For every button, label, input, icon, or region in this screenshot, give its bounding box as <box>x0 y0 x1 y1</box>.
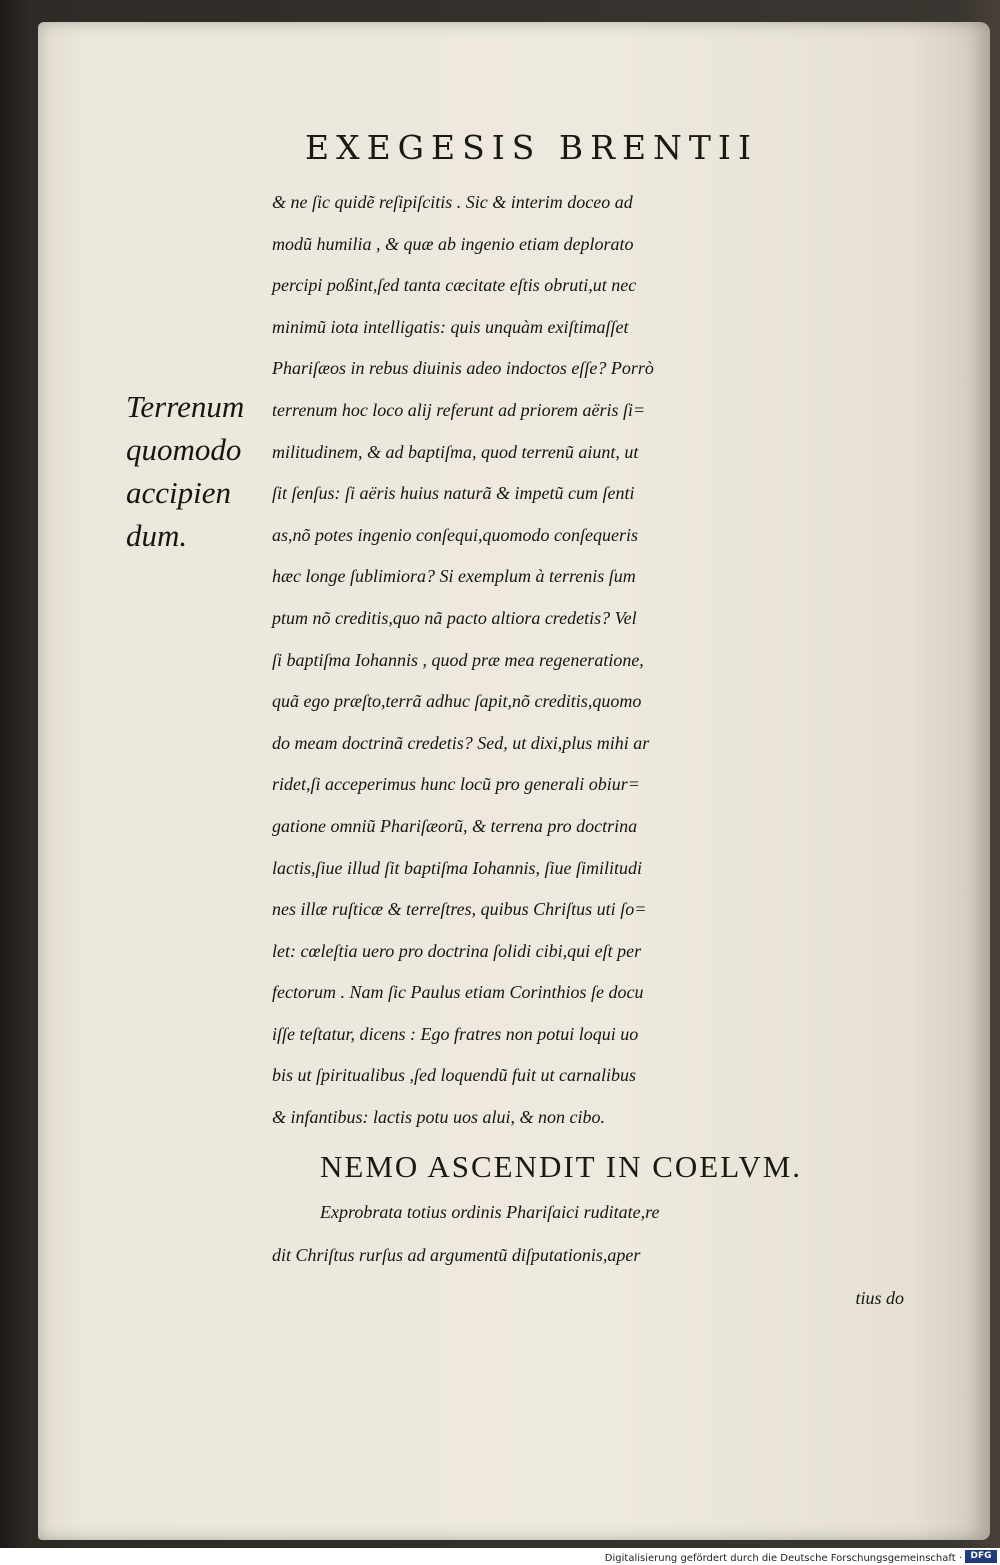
body-text <box>272 182 912 1139</box>
text-line: & ne ſic quidẽ reſipiſcitis . Sic & interim doceo ad <box>272 192 633 212</box>
margin-note-line: dum. <box>126 518 188 553</box>
text-line: percipi poßint,ſed tanta cæcitate eſtis obruti,ut nec <box>272 275 637 296</box>
text-line: bis ut ſpiritualibus ,ſed loquendũ fuit ut carnalibus <box>272 1065 637 1086</box>
margin-note-line: Terrenum <box>126 389 245 424</box>
margin-note <box>126 385 266 557</box>
text-line: as,nõ potes ingenio conſequi,quomodo conſequeris <box>272 524 638 545</box>
text-line: modũ humilia , & quæ ab ingenio etiam deplorato <box>272 233 634 254</box>
text-line: let: cœleſtia uero pro doctrina ſolidi cibi,qui eſt per <box>272 940 642 961</box>
text-line: & infantibus: lactis potu uos alui, & non cibo. <box>272 1107 605 1128</box>
text-line: Phariſæos in rebus diuinis adeo indoctos eſſe? Porrò <box>272 358 654 379</box>
text-line: terrenum hoc loco alij referunt ad priorem aëris ſi= <box>272 399 646 420</box>
text-line: nes illæ ruſticæ & terreſtres, quibus Chriſtus uti ſo= <box>272 899 647 920</box>
text-line: dit Chriſtus rurſus ad argumentũ diſputationis,aper <box>272 1245 641 1265</box>
catchword: tius do <box>855 1288 904 1308</box>
text-line: do meam doctrinã credetis? Sed, ut dixi,plus mihi ar <box>272 732 650 753</box>
funding-credit: Digitalisierung gefördert durch die Deutsche Forschungsgemeinschaft · <box>604 1553 962 1564</box>
text-line: Exprobrata totius ordinis Phariſaici ruditate,re <box>320 1202 660 1222</box>
text-line: militudinem, & ad baptiſma, quod terrenũ aiunt, ut <box>272 441 639 462</box>
dfg-logo: DFG <box>965 1550 997 1563</box>
text-line: quã ego præſto,terrã adhuc ſapit,nõ creditis,quomo <box>272 691 642 712</box>
text-line: fectorum . Nam ſic Paulus etiam Corinthios ſe docu <box>272 982 644 1003</box>
margin-note-line: accipien <box>126 475 232 510</box>
text-line: ſi baptiſma Iohannis , quod præ mea regeneratione, <box>272 649 644 670</box>
section-heading: NEMO ASCENDIT IN COELVM. <box>320 1149 803 1184</box>
text-line: ptum nõ creditis,quo nã pacto altiora credetis? Vel <box>272 607 637 628</box>
footer-bar <box>0 1548 1000 1565</box>
text-line: gatione omniũ Phariſæorũ, & terrena pro doctrina <box>272 815 638 836</box>
text-line: ſit ſenſus: ſi aëris huius naturã & impetũ cum ſenti <box>272 483 635 504</box>
margin-note-line: quomodo <box>126 432 242 467</box>
text-line: hæc longe ſublimiora? Si exemplum à terrenis ſum <box>272 566 636 587</box>
text-line: lactis,ſiue illud ſit baptiſma Iohannis, ſiue ſimilitudi <box>272 857 642 878</box>
text-line: ridet,ſi acceperimus hunc locũ pro generali obiur= <box>272 774 640 795</box>
running-head: EXEGESIS BRENTII <box>305 128 759 167</box>
text-line: minimũ iota intelligatis: quis unquàm exiſtimaſſet <box>272 316 629 337</box>
text-line: iſſe teſtatur, dicens : Ego fratres non potui loqui uo <box>272 1023 639 1044</box>
body-text-continued <box>272 1191 912 1320</box>
